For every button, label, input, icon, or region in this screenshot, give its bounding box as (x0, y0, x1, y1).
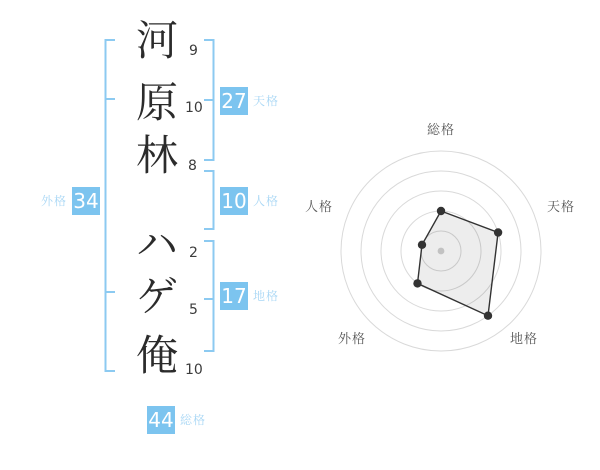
stroke-count: 5 (189, 302, 198, 318)
stroke-count: 10 (185, 362, 203, 378)
chikaku-value-badge: 17 (221, 284, 247, 308)
radar-axis-label-jinkaku: 人格 (304, 200, 333, 215)
jinkaku-bracket (204, 171, 214, 229)
radar-axis-label-tenkaku: 天格 (546, 200, 575, 215)
name-character: 林 (135, 131, 178, 180)
gaikaku-bracket (106, 40, 116, 371)
chikaku-label: 地格 (253, 289, 280, 303)
name-character: 俺 (135, 331, 178, 380)
stroke-count: 10 (185, 100, 203, 116)
name-character: 河 (135, 16, 178, 65)
gaikaku-value-badge: 34 (73, 189, 99, 213)
soukaku-label: 総格 (180, 413, 207, 427)
stroke-count: 2 (189, 245, 198, 261)
tenkaku-label: 天格 (253, 94, 280, 108)
stroke-count: 9 (189, 43, 198, 59)
jinkaku-value-badge: 10 (221, 189, 247, 213)
name-character: ハ (135, 220, 178, 269)
radar-axis-label-gaikaku: 外格 (337, 332, 366, 347)
stroke-count: 8 (188, 158, 197, 174)
soukaku-value-badge: 44 (148, 408, 174, 432)
radar-chart (341, 151, 541, 351)
tenkaku-value-badge: 27 (221, 89, 247, 113)
jinkaku-label: 人格 (253, 194, 280, 208)
gaikaku-label: 外格 (41, 194, 68, 208)
name-character: ゲ (135, 272, 178, 321)
chikaku-bracket (204, 241, 214, 351)
tenkaku-bracket (204, 40, 214, 160)
radar-axis-label-soukaku: 総格 (426, 123, 455, 138)
radar-axis-label-chikaku: 地格 (509, 332, 538, 347)
name-character: 原 (135, 78, 178, 127)
